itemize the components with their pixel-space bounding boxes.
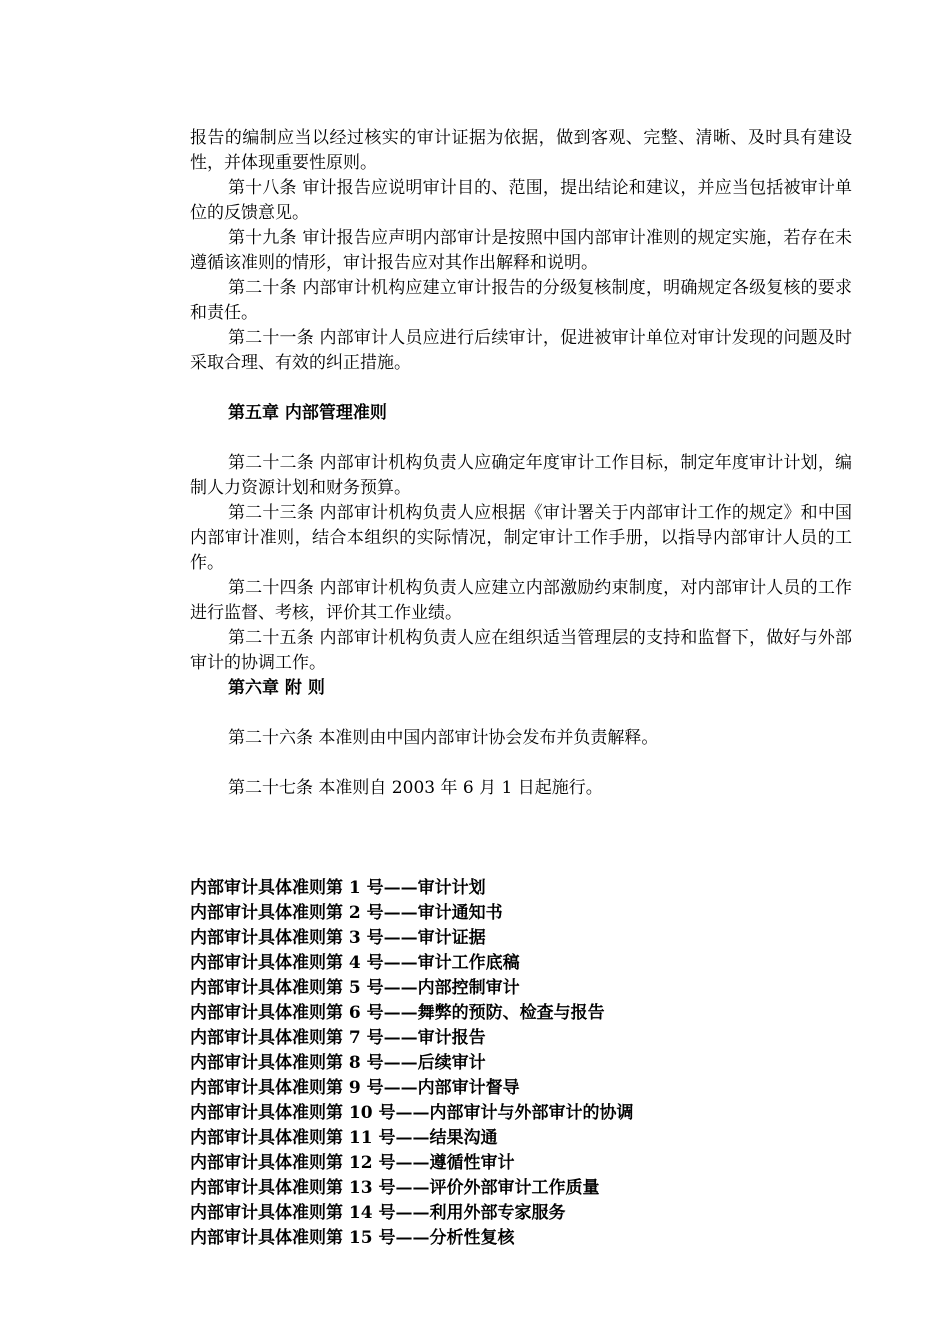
- list-item: 内部审计具体准则第 2 号——审计通知书: [190, 903, 503, 923]
- spacer: [190, 801, 852, 851]
- list-item: 内部审计具体准则第 7 号——审计报告: [190, 1028, 486, 1048]
- document-page: [190, 126, 852, 1251]
- spacer: [190, 701, 852, 726]
- article-18: 第十八条 审计报告应说明审计目的、范围，提出结论和建议，并应当包括被审计单位的反馈意见。: [190, 178, 852, 223]
- article-25: 第二十五条 内部审计机构负责人应在组织适当管理层的支持和监督下，做好与外部审计的协调工作。: [190, 628, 852, 673]
- article-23: 第二十三条 内部审计机构负责人应根据《审计署关于内部审计工作的规定》和中国内部审计准则，结合本组织的实际情况，制定审计工作手册，以指导内部审计人员的工作。: [190, 503, 852, 573]
- list-item: 内部审计具体准则第 12 号——遵循性审计: [190, 1153, 515, 1173]
- list-item: 内部审计具体准则第 6 号——舞弊的预防、检查与报告: [190, 1003, 605, 1023]
- chapter-5-heading: 第五章 内部管理准则: [228, 403, 387, 423]
- list-item: 内部审计具体准则第 1 号——审计计划: [190, 878, 486, 898]
- list-item: 内部审计具体准则第 15 号——分析性复核: [190, 1228, 515, 1248]
- list-item: 内部审计具体准则第 4 号——审计工作底稿: [190, 953, 520, 973]
- article-20: 第二十条 内部审计机构应建立审计报告的分级复核制度，明确规定各级复核的要求和责任。: [190, 278, 852, 323]
- article-26: 第二十六条 本准则由中国内部审计协会发布并负责解释。: [228, 728, 659, 748]
- article-22: 第二十二条 内部审计机构负责人应确定年度审计工作目标，制定年度审计计划，编制人力资源计划和财务预算。: [190, 453, 852, 498]
- list-item: 内部审计具体准则第 8 号——后续审计: [190, 1053, 486, 1073]
- paragraph-intro: 报告的编制应当以经过核实的审计证据为依据，做到客观、完整、清晰、及时具有建设性，并体现重要性原则。: [190, 128, 852, 173]
- list-item: 内部审计具体准则第 13 号——评价外部审计工作质量: [190, 1178, 600, 1198]
- list-item: 内部审计具体准则第 14 号——利用外部专家服务: [190, 1203, 566, 1223]
- list-item: 内部审计具体准则第 11 号——结果沟通: [190, 1128, 498, 1148]
- list-item: 内部审计具体准则第 10 号——内部审计与外部审计的协调: [190, 1103, 634, 1123]
- spacer: [190, 426, 852, 451]
- article-19: 第十九条 审计报告应声明内部审计是按照中国内部审计准则的规定实施，若存在未遵循该准则的情形，审计报告应对其作出解释和说明。: [190, 228, 852, 273]
- list-item: 内部审计具体准则第 5 号——内部控制审计: [190, 978, 520, 998]
- article-27: 第二十七条 本准则自 2003 年 6 月 1 日起施行。: [228, 778, 603, 798]
- spacer: [190, 376, 852, 401]
- list-item: 内部审计具体准则第 9 号——内部审计督导: [190, 1078, 520, 1098]
- chapter-6-heading: 第六章 附 则: [228, 678, 325, 698]
- specific-standards-list: [190, 876, 852, 1251]
- article-24: 第二十四条 内部审计机构负责人应建立内部激励约束制度，对内部审计人员的工作进行监督、考核，评价其工作业绩。: [190, 578, 852, 623]
- list-item: 内部审计具体准则第 3 号——审计证据: [190, 928, 486, 948]
- article-21: 第二十一条 内部审计人员应进行后续审计，促进被审计单位对审计发现的问题及时采取合理、有效的纠正措施。: [190, 328, 852, 373]
- spacer: [190, 851, 852, 876]
- spacer: [190, 751, 852, 776]
